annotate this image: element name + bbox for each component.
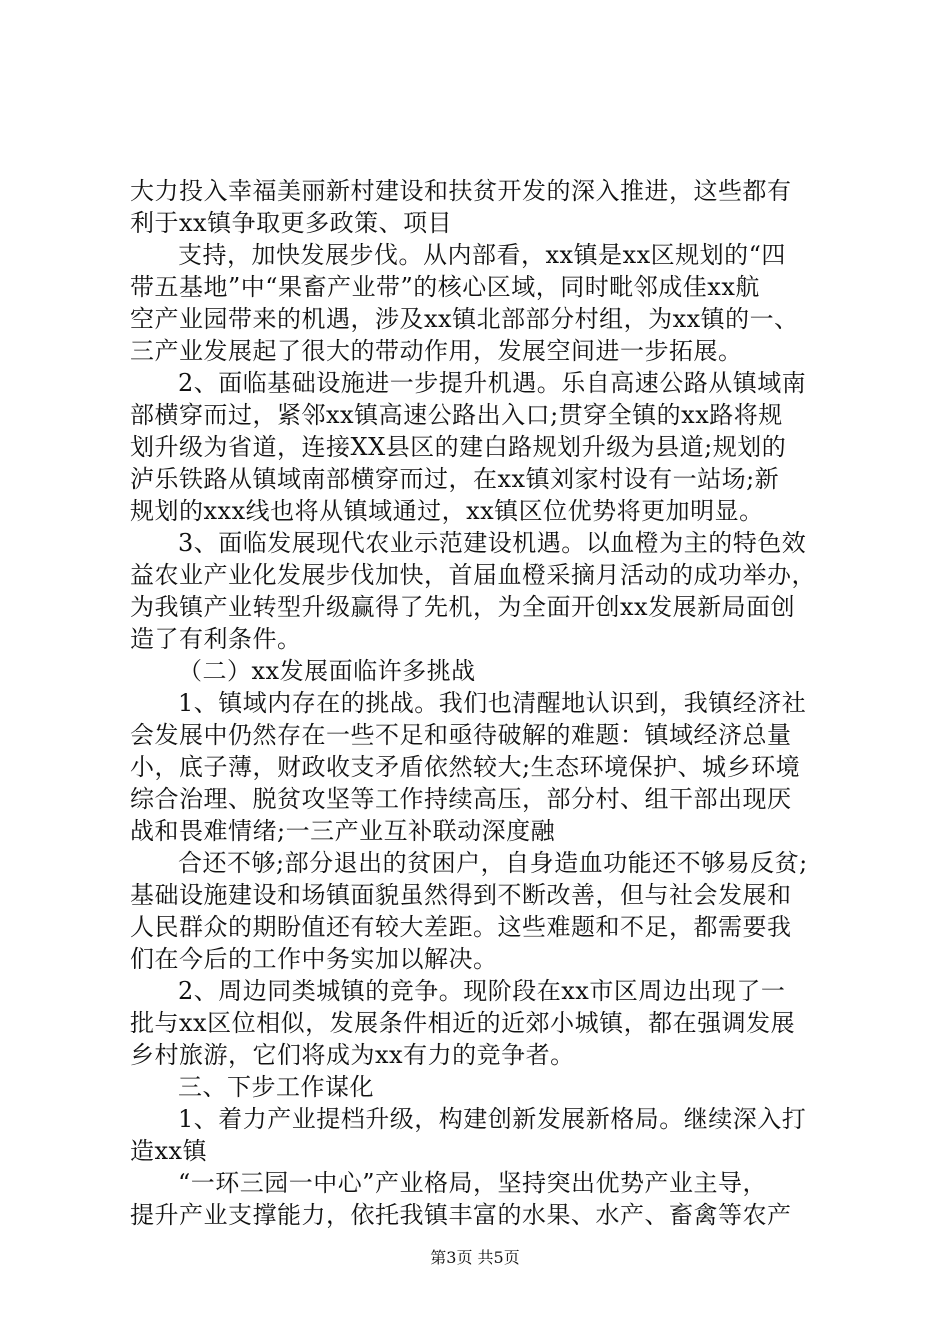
text-line: 大力投入幸福美丽新村建设和扶贫开发的深入推进，这些都有	[130, 177, 792, 205]
text-line: 小，底子薄，财政收支矛盾依然较大;生态环境保护、城乡环境	[130, 753, 801, 781]
text-line: 综合治理、脱贫攻坚等工作持续高压，部分村、组干部出现厌	[130, 785, 792, 813]
text-line: 们在今后的工作中务实加以解决。	[130, 945, 498, 973]
text-line: 空产业园带来的机遇，涉及xx镇北部部分村组，为xx镇的一、	[130, 305, 799, 333]
document-body	[130, 175, 830, 1231]
text-line: 提升产业支撑能力，依托我镇丰富的水果、水产、畜禽等农产	[130, 1201, 792, 1229]
text-line: 1、镇域内存在的挑战。我们也清醒地认识到，我镇经济社	[178, 689, 807, 717]
text-line: 造了有利条件。	[130, 625, 302, 653]
text-line: 部横穿而过，紧邻xx镇高速公路出入口;贯穿全镇的xx路将规	[130, 401, 783, 429]
text-line: 利于xx镇争取更多政策、项目	[130, 209, 453, 237]
text-line: 2、周边同类城镇的竞争。现阶段在xx市区周边出现了一	[178, 977, 786, 1005]
text-line: 划升级为省道，连接XX县区的建白路规划升级为县道;规划的	[130, 433, 787, 461]
text-line: 为我镇产业转型升级赢得了先机，为全面开创xx发展新局面创	[130, 593, 796, 621]
text-line: 益农业产业化发展步伐加快，首届血橙采摘月活动的成功举办，	[130, 561, 816, 589]
text-line: 带五基地”中“果畜产业带”的核心区域，同时毗邻成佳xx航	[130, 273, 760, 301]
text-line: 泸乐铁路从镇域南部横穿而过，在xx镇刘家村设有一站场;新	[130, 465, 780, 493]
text-line: 人民群众的期盼值还有较大差距。这些难题和不足，都需要我	[130, 913, 792, 941]
text-line: “一环三园一中心”产业格局，坚持突出优势产业主导，	[178, 1169, 768, 1197]
text-line: 三、下步工作谋化	[178, 1073, 374, 1101]
text-line: 支持，加快发展步伐。从内部看，xx镇是xx区规划的“四	[178, 241, 786, 269]
text-line: 2、面临基础设施进一步提升机遇。乐自高速公路从镇域南	[178, 369, 807, 397]
text-line: 规划的xxx线也将从镇域通过，xx镇区位优势将更加明显。	[130, 497, 764, 525]
text-line: 基础设施建设和场镇面貌虽然得到不断改善，但与社会发展和	[130, 881, 792, 909]
text-line: 合还不够;部分退出的贫困户，自身造血功能还不够易反贫;	[178, 849, 808, 877]
text-line: （二）xx发展面临许多挑战	[178, 657, 476, 685]
text-line: 批与xx区位相似，发展条件相近的近郊小城镇，都在强调发展	[130, 1009, 796, 1037]
text-line: 3、面临发展现代农业示范建设机遇。以血橙为主的特色效	[178, 529, 807, 557]
text-line: 造xx镇	[130, 1137, 208, 1165]
text-line: 会发展中仍然存在一些不足和亟待破解的难题：镇域经济总量	[130, 721, 792, 749]
text-line: 乡村旅游，它们将成为xx有力的竞争者。	[130, 1041, 575, 1069]
text-line: 战和畏难情绪;一三产业互补联动深度融	[130, 817, 556, 845]
text-line: 三产业发展起了很大的带动作用，发展空间进一步拓展。	[130, 337, 743, 365]
text-line: 1、着力产业提档升级，构建创新发展新格局。继续深入打	[178, 1105, 807, 1133]
page-footer: 第3页 共5页	[430, 1248, 520, 1267]
